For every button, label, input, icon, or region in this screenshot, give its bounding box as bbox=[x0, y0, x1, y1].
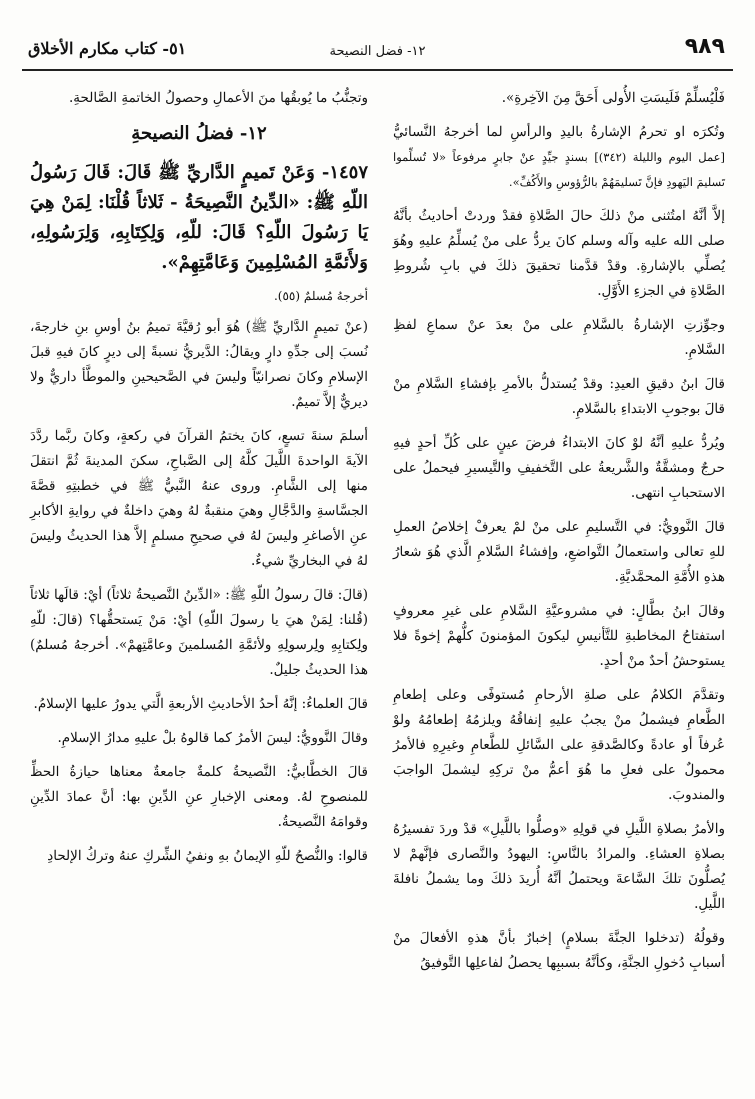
paragraph: وقولُهُ (تدخلوا الجنَّةَ بسلامٍ) إخبارٌ بأنَّ هذهِ الأفعالَ منْ أسبابِ دُخولِ الجنَّةِ، وكأنَّهُ بسببِها يحصلُ لفاعلِها التَّوفيقُ bbox=[393, 930, 725, 971]
citation: [عمل اليوم والليلة (٣٤٢)] بسندٍ جيِّدٍ عنْ جابرٍ مرفوعاً «لا تُسلِّموا تَسليمَ اليَهودِ فإنَّ تَسليمَهُمْ بالرُّؤوسِ والأَكُفِّ». bbox=[393, 150, 725, 189]
paragraph: وتُكرَه او تحرمُ الإشارةُ باليدِ والرأسِ لما أخرجهُ النَّسائيُّ [عمل اليوم والليلة (٣٤٢)] بسندٍ جيِّدٍ عنْ جابرٍ مرفوعاً «لا تُسلِّموا تَسليمَ اليَهودِ فإنَّ تَسليمَهُمْ بالرُّؤوسِ والأَكُفِّ». bbox=[393, 124, 725, 189]
chapter-title: ١٢- فضلُ النصيحةِ bbox=[131, 123, 267, 144]
paragraph: وجوِّزتِ الإشارةُ بالسَّلامِ على منْ بعدَ عنْ سماعِ لفظِ السَّلامِ. bbox=[393, 317, 725, 358]
hadith-text: ١٤٥٧- وَعَنْ تَميمٍ الدَّاريِّ ﷺ قَالَ: قَالَ رَسُولُ اللّهِ ﷺ: «الدِّينُ النَّصِيحَةُ - ثَلاثاً قُلْنَا: لِمَنْ هِيَ يَا رَسُولَ اللّهِ؟ قَالَ: للّهِ، وَلِكِتَابِهِ، وَلِرَسُولِهِ، وَلأَئمَّةِ المُسْلِمِينَ وَعَامَّتِهِمْ». bbox=[30, 162, 368, 273]
header-rule bbox=[22, 69, 733, 71]
paragraph: وقالَ ابنُ بطَّالٍ: في مشروعيَّةِ السَّلامِ على غيرِ معروفٍ استفتاحُ المخاطبةِ للتَّأنيسِ ليكونَ المؤمنونَ كلُّهمْ إخوةً فلا يستوحشُ أحدٌ منْ أحدٍ. bbox=[393, 603, 725, 669]
paragraph: وتجنُّبُ ما يُوبقُها منَ الأعمالِ وحصولُ الخاتمةِ الصَّالحةِ. bbox=[69, 90, 368, 106]
right-column bbox=[393, 86, 725, 985]
paragraph: قالَ النَّوويُّ: في التَّسليمِ على منْ لمْ يعرفْ إخلاصُ العملِ للهِ تعالى واستعمالُ التَّواضعِ، وإفشاءُ السَّلامِ الَّذي هُوَ شعارُ هذهِ الأُمَّةِ المحمَّديَّةِ. bbox=[393, 519, 725, 585]
paragraph: قالوا: والنُّصحُ للّهِ الإيمانُ بهِ ونفيُ الشِّركِ عنهُ وتركُ الإلحادِ bbox=[47, 848, 368, 864]
page-number: ٩٨٩ bbox=[684, 34, 725, 59]
header-book-title: ٥١- كتاب مكارم الأخلاق bbox=[28, 39, 187, 58]
paragraph: أسلمَ سنةَ تسعٍ، كانَ يختمُ القرآنَ في ركعةٍ، وكانَ ربَّما ردَّدَ الآيةَ الواحدةَ اللَّيلَ كلَّهُ إلى الصَّباحِ، سكنَ المدينةَ ثُمَّ انتقلَ منها إلى الشَّامِ. وروى عنهُ النَّبيُّ ﷺ في خطبتِهِ قصَّةَ الجسَّاسةِ والدَّجَّالِ وهيَ منقبةٌ لهُ وهيَ داخلةٌ في روايةِ الأكابرِ عنِ الأصاغرِ وليسَ لهُ في صحيحِ مسلمٍ إلاَّ هذا الحديثُ وليسَ لهُ في البخاريِّ شيءٌ. bbox=[30, 428, 368, 569]
paragraph: ويُردُّ عليهِ أنَّهُ لوْ كانَ الابتداءُ فرضَ عينٍ على كُلِّ أحدٍ فيهِ حرجٌ ومشقَّةٌ والشَّريعةُ على التَّخفيفِ والتَّيسيرِ فيحملُ على الاستحبابِ انتهى. bbox=[393, 435, 725, 501]
header-chapter: ١٢- فضل النصيحة bbox=[329, 44, 426, 59]
paragraph: فَلْيُسلِّمْ فَلَيسَتِ الأُولى أَحَقَّ مِنَ الآخِرةِ». bbox=[501, 90, 725, 106]
paragraph: قالَ الخطَّابيُّ: النَّصيحةُ كلمةٌ جامعةٌ معناها حيازةُ الحظِّ للمنصوحِ لهُ. ومعنى الإخبارِ عنِ الدِّينِ بها: أنَّ عمادَ الدِّينِ وقوامَهُ النَّصيحةُ. bbox=[30, 764, 368, 830]
hadith-source: أخرجهُ مُسلمٌ (٥٥). bbox=[273, 289, 368, 303]
paragraph: والأمرُ بصلاةِ اللَّيلِ في قولِهِ «وصلُّوا باللَّيلِ» قدْ وردَ تفسيرُهُ بصلاةِ العشاءِ. والمرادُ بالنَّاسِ: اليهودُ والنَّصارى فإنَّهمْ لا يُصلُّونَ تلكَ السَّاعةَ ويحتملُ أنَّهُ أُريدَ ذلكَ وما يشملُ نافلةَ اللَّيلِ. bbox=[393, 821, 725, 912]
paragraph: (عنْ تميمٍ الدَّاريِّ ﷺ) هُوَ أبو رُقيَّةَ تميمُ بنُ أوسِ بنِ خارجةَ، نُسبَ إلى جدِّهِ دارٍ ويقالُ: الدَّيريُّ نسبةً إلى ديرٍ كانَ فيهِ قبلَ الإسلامِ وكانَ نصرانيّاً وليسَ في الصَّحيحينِ والموطَّأ داريٌّ ولا ديريٌّ إلاَّ تميمٌ. bbox=[30, 319, 368, 410]
left-column bbox=[30, 86, 368, 878]
paragraph: قالَ العلماءُ: إنَّهُ أحدُ الأحاديثِ الأربعةِ الَّتي يدورُ عليها الإسلامُ. bbox=[33, 696, 368, 712]
paragraph: وتقدَّمَ الكلامُ على صلةِ الأرحامِ مُستوفًى وعلى إطعامِ الطَّعامِ فيشملُ منْ يجبُ عليهِ إنفاقُهُ ويلزمُهُ إطعامُهُ ولوْ عُرفاً أو عادةً وكالصَّدقةِ على السَّائلِ للطَّعامِ وغيرِهِ فالأمرُ محمولٌ على فعلِ ما هُوَ أعمُّ منْ تركِهِ ليشملَ الواجبَ والمندوبَ. bbox=[393, 687, 725, 803]
paragraph: قالَ ابنُ دقيقِ العيدِ: وقدْ يُستدلُّ بالأمرِ بإفشاءِ السَّلامِ منْ قالَ بوجوبِ الابتداءِ بالسَّلامِ. bbox=[393, 376, 725, 417]
paragraph: وقالَ النَّوويُّ: ليسَ الأمرُ كما قالوهُ بلْ عليهِ مدارُ الإسلامِ. bbox=[57, 730, 368, 746]
running-header bbox=[22, 34, 733, 68]
paragraph: إلاَّ أنَّهُ امتُثنى منْ ذلكَ حالَ الصَّلاةِ فقدْ وردتْ أحاديثُ بأنَّهُ صلى الله عليه وآله وسلم كانَ يردُّ على منْ يُسلِّمُ عليهِ وهُوَ يُصلِّي بالإشارةِ. وقدْ قدَّمنا تحقيقَ ذلكَ في بابِ شُروطِ الصَّلاةِ في الجزءِ الأَوَّلِ. bbox=[393, 208, 725, 299]
paragraph: (قالَ: قالَ رسولُ اللّهِ ﷺ: «الدِّينُ النَّصيحةُ ثلاثاً) أيْ: قالَها ثلاثاً (قُلنا: لِمَنْ هيَ يا رسولَ اللّهِ) أيْ: مَنْ يَستحقُّها؟ (قالَ: للّهِ ولِكتابِهِ ولِرسولِهِ ولأئمَّةِ المُسلمينَ وعامَّتِهمْ». أخرجهُ مُسلمٌ) هذا الحديثُ جليلٌ. bbox=[30, 587, 368, 678]
